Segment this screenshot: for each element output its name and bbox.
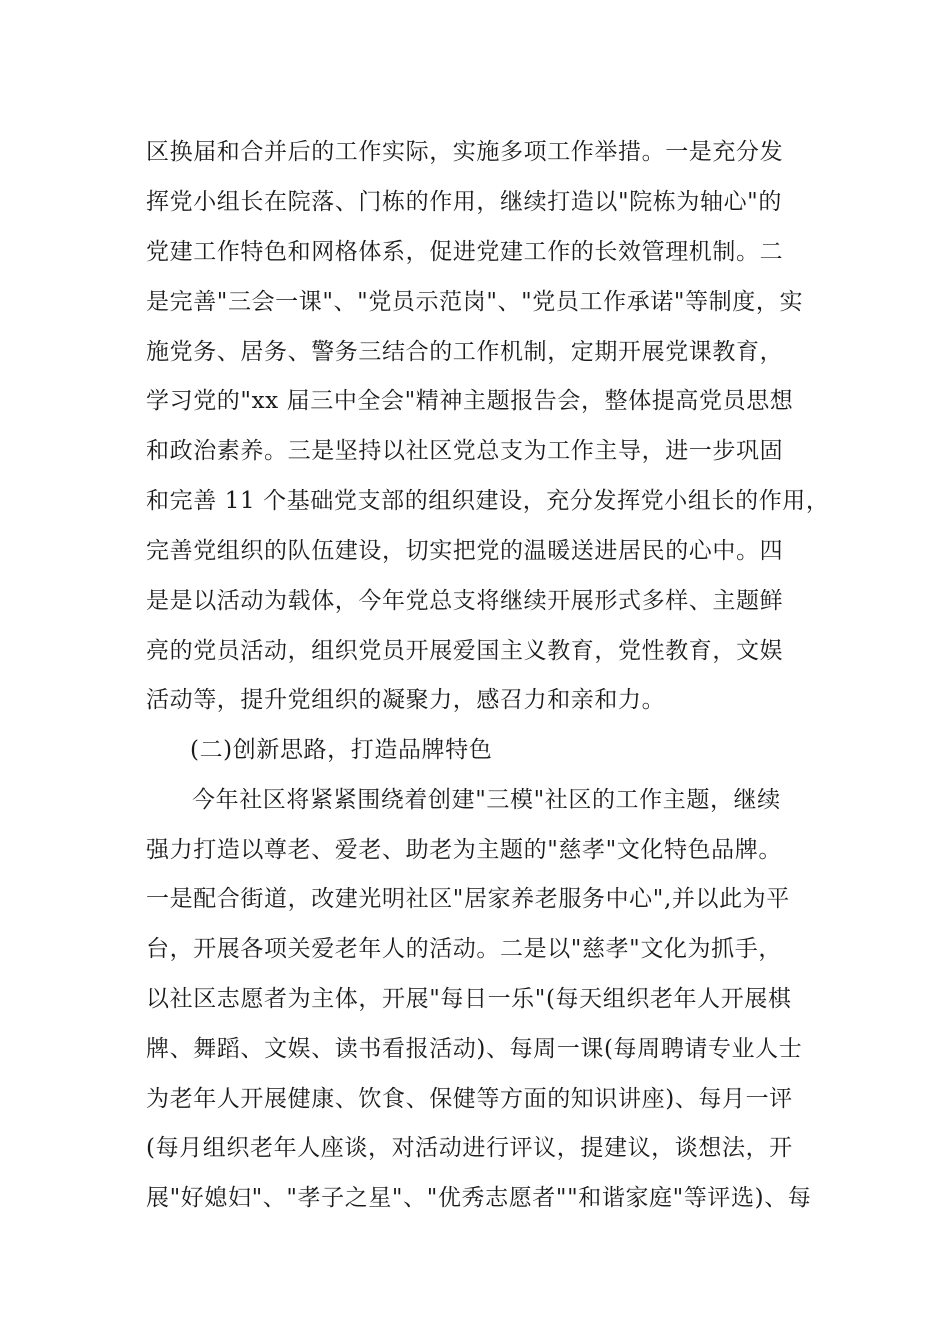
paragraph-1-line-11: 亮的党员活动，组织党员开展爱国主义教育，党性教育，文娱 xyxy=(146,638,784,664)
paragraph-2-line-7: 为老年人开展健康、饮食、保健等方面的知识讲座)、每月一评 xyxy=(146,1086,793,1112)
paragraph-1-line-2: 挥党小组长在院落、门栋的作用，继续打造以"院栋为轴心"的 xyxy=(146,189,782,215)
paragraph-1-line-1: 区换届和合并后的工作实际，实施多项工作举措。一是充分发 xyxy=(146,139,784,165)
paragraph-1-line-10: 是是以活动为载体，今年党总支将继续开展形式多样、主题鲜 xyxy=(146,588,784,614)
paragraph-2-line-9: 展"好媳妇"、"孝子之星"、"优秀志愿者""和谐家庭"等评选)、每 xyxy=(146,1185,812,1211)
paragraph-1-line-7: 和政治素养。三是坚持以社区党总支为工作主导，进一步巩固 xyxy=(146,438,784,464)
paragraph-2-line-3: 一是配合街道，改建光明社区"居家养老服务中心",并以此为平 xyxy=(146,886,790,912)
paragraph-1-line-9: 完善党组织的队伍建设，切实把党的温暖送进居民的心中。四 xyxy=(146,538,784,564)
paragraph-1-line-5: 施党务、居务、警务三结合的工作机制，定期开展党课教育， xyxy=(146,339,784,365)
paragraph-2-line-2: 强力打造以尊老、爱老、助老为主题的"慈孝"文化特色品牌。 xyxy=(146,837,782,863)
paragraph-2-line-4: 台，开展各项关爱老年人的活动。二是以"慈孝"文化为抓手， xyxy=(146,936,782,962)
paragraph-1-line-8: 和完善 11 个基础党支部的组织建设，充分发挥党小组长的作用， xyxy=(146,488,830,514)
paragraph-2-line-8: (每月组织老年人座谈，对活动进行评议，提建议，谈想法，开 xyxy=(146,1135,793,1161)
paragraph-2-line-5: 以社区志愿者为主体，开展"每日一乐"(每天组织老年人开展棋 xyxy=(146,986,792,1012)
paragraph-2-line-1: 今年社区将紧紧围绕着创建"三模"社区的工作主题，继续 xyxy=(192,787,781,813)
paragraph-1-line-3: 党建工作特色和网格体系，促进党建工作的长效管理机制。二 xyxy=(146,239,784,265)
paragraph-1-line-12: 活动等，提升党组织的凝聚力，感召力和亲和力。 xyxy=(146,687,666,713)
paragraph-1-line-6: 学习党的"xx 届三中全会"精神主题报告会，整体提高党员思想 xyxy=(146,388,794,414)
paragraph-2-line-6: 牌、舞蹈、文娱、读书看报活动)、每周一课(每周聘请专业人士 xyxy=(146,1036,803,1062)
paragraph-1-line-4: 是完善"三会一课"、"党员示范岗"、"党员工作承诺"等制度，实 xyxy=(146,289,804,315)
section-heading: (二)创新思路，打造品牌特色 xyxy=(190,737,493,763)
